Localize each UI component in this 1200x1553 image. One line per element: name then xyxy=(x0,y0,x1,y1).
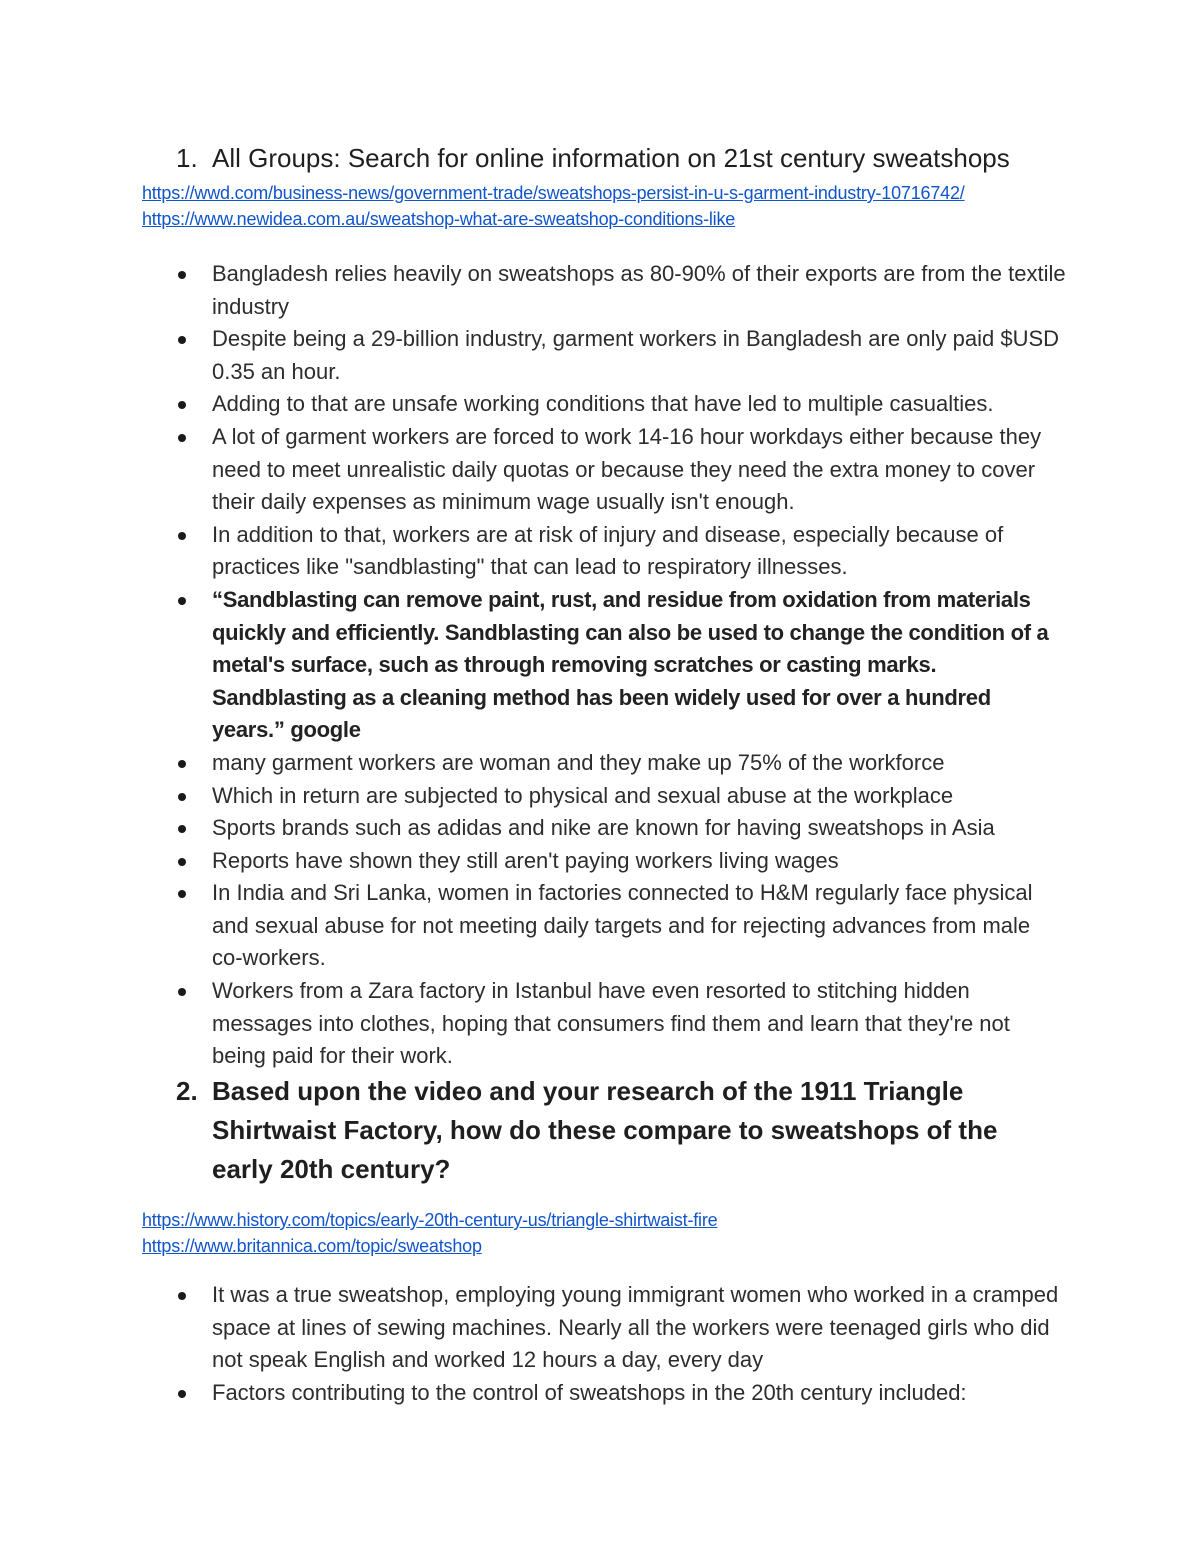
section-2-title: Based upon the video and your research of the 1911 Triangle Shirtwaist Factory, how do these compare to sweatshops of the early 20th century? xyxy=(212,1076,998,1184)
section-1-title: All Groups: Search for online information on 21st century sweatshops xyxy=(212,143,1010,173)
bullet-icon xyxy=(178,988,186,996)
bullet-icon xyxy=(178,760,186,768)
section-1-heading xyxy=(176,139,1076,178)
list-item: It was a true sweatshop, employing young immigrant women who worked in a cramped space at lines of sewing machines. Nearly all the workers were teenaged girls who did not speak English and worked 12 hours a day, every day xyxy=(176,1279,1066,1377)
section-1-links xyxy=(142,180,1082,232)
list-item: In addition to that, workers are at risk of injury and disease, especially because of practices like "sandblasting" that can lead to respiratory illnesses. xyxy=(176,519,1066,584)
bullet-icon xyxy=(178,401,186,409)
list-item: Despite being a 29-billion industry, garment workers in Bangladesh are only paid $USD 0.35 an hour. xyxy=(176,323,1066,388)
link-britannica[interactable]: https://www.britannica.com/topic/sweatshop xyxy=(142,1236,482,1256)
bullet-icon xyxy=(178,532,186,540)
list-item: Bangladesh relies heavily on sweatshops as 80-90% of their exports are from the textile industry xyxy=(176,258,1066,323)
list-item: many garment workers are woman and they make up 75% of the workforce xyxy=(176,747,1066,780)
list-item: In India and Sri Lanka, women in factories connected to H&M regularly face physical and sexual abuse for not meeting daily targets and for rejecting advances from male co-workers. xyxy=(176,877,1066,975)
list-item: Reports have shown they still aren't paying workers living wages xyxy=(176,845,1066,878)
bullet-icon xyxy=(178,434,186,442)
bullet-icon xyxy=(178,1390,186,1398)
section-2-heading xyxy=(176,1072,1056,1189)
bullet-icon xyxy=(178,890,186,898)
link-newidea[interactable]: https://www.newidea.com.au/sweatshop-what-are-sweatshop-conditions-like xyxy=(142,209,736,229)
bullet-icon xyxy=(178,793,186,801)
bullet-icon xyxy=(178,1292,186,1300)
section-2-number: 2. xyxy=(176,1076,198,1106)
list-item: Factors contributing to the control of sweatshops in the 20th century included: xyxy=(176,1377,1066,1410)
list-item: Which in return are subjected to physical and sexual abuse at the workplace xyxy=(176,780,1066,813)
section-1-bullet-list xyxy=(176,258,1066,1073)
list-item: Adding to that are unsafe working conditions that have led to multiple casualties. xyxy=(176,388,1066,421)
section-2-links xyxy=(142,1207,1082,1259)
bullet-icon xyxy=(178,858,186,866)
bullet-icon xyxy=(178,336,186,344)
section-1-number: 1. xyxy=(176,143,198,173)
section-2-bullet-list xyxy=(176,1279,1066,1409)
bullet-icon xyxy=(178,825,186,833)
bullet-icon xyxy=(178,271,186,279)
bullet-icon xyxy=(178,597,186,605)
list-item: Workers from a Zara factory in Istanbul have even resorted to stitching hidden messages into clothes, hoping that consumers find them and learn that they're not being paid for their work. xyxy=(176,975,1066,1073)
list-item: A lot of garment workers are forced to work 14-16 hour workdays either because they need to meet unrealistic daily quotas or because they need the extra money to cover their daily expenses as minimum wage usually isn't enough. xyxy=(176,421,1066,519)
link-history[interactable]: https://www.history.com/topics/early-20th-century-us/triangle-shirtwaist-fire xyxy=(142,1210,718,1230)
list-item: Sports brands such as adidas and nike are known for having sweatshops in Asia xyxy=(176,812,1066,845)
list-item-sandblasting-quote: “Sandblasting can remove paint, rust, and residue from oxidation from materials quickly and efficiently. Sandblasting can also be used to change the condition of a metal's surface, such as through removing scratches or casting marks. Sandblasting as a cleaning method has been widely used for over a hundred years.” google xyxy=(176,584,1066,747)
link-wwd[interactable]: https://wwd.com/business-news/government-trade/sweatshops-persist-in-u-s-garment-industry-10716742/ xyxy=(142,183,965,203)
